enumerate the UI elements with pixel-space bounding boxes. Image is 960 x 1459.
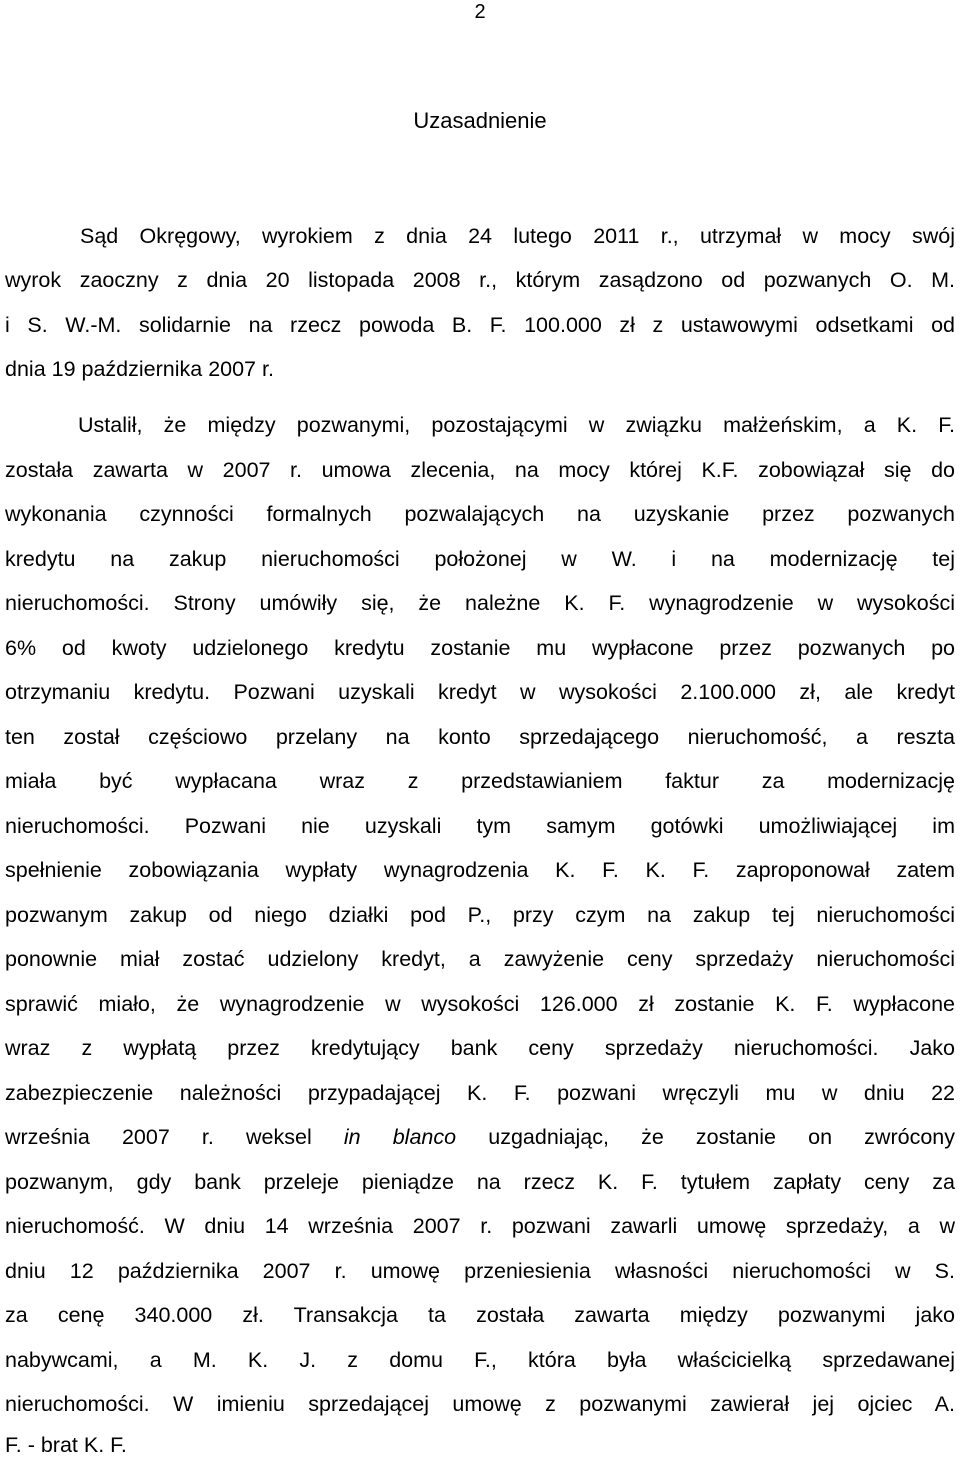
text-line: miała być wypłacana wraz z przedstawianiem faktur za modernizację (5, 769, 955, 793)
text-line: dniu 12 października 2007 r. umowę przeniesienia własności nieruchomości w S. (5, 1259, 955, 1283)
text-line: 6% od kwoty udzielonego kredytu zostanie mu wypłacone przez pozwanych po (5, 636, 955, 660)
text-line: i S. W.-M. solidarnie na rzecz powoda B. F. 100.000 zł z ustawowymi odsetkami od (5, 313, 955, 337)
text-line: zabezpieczenie należności przypadającej K. F. pozwani wręczyli mu w dniu 22 (5, 1081, 955, 1105)
text-line: kredytu na zakup nieruchomości położonej w W. i na modernizację tej (5, 547, 955, 571)
text-line: ponownie miał zostać udzielony kredyt, a zawyżenie ceny sprzedaży nieruchomości (5, 947, 955, 971)
document-title: Uzasadnienie (413, 108, 547, 133)
text-segment: uzgadniając, że zostanie on zwrócony (488, 1125, 955, 1149)
text-line: otrzymaniu kredytu. Pozwani uzyskali kredyt w wysokości 2.100.000 zł, ale kredyt (5, 680, 955, 704)
text-segment: września 2007 r. weksel (5, 1125, 312, 1149)
text-line: pozwanym, gdy bank przeleje pieniądze na rzecz K. F. tytułem zapłaty ceny za (5, 1170, 955, 1194)
text-line: pozwanym zakup od niego działki pod P., przy czym na zakup tej nieruchomości (5, 903, 955, 927)
text-line: spełnienie zobowiązania wypłaty wynagrodzenia K. F. K. F. zaproponował zatem (5, 858, 955, 882)
text-line: nieruchomość. W dniu 14 września 2007 r. pozwani zawarli umowę sprzedaży, a w (5, 1214, 955, 1238)
text-line: za cenę 340.000 zł. Transakcja ta została zawarta między pozwanymi jako (5, 1303, 955, 1327)
text-line: nieruchomości. Pozwani nie uzyskali tym samym gotówki umożliwiającej im (5, 814, 955, 838)
text-line: F. - brat K. F. (5, 1433, 127, 1457)
text-line: sprawić miało, że wynagrodzenie w wysokości 126.000 zł zostanie K. F. wypłacone (5, 992, 955, 1016)
text-line (5, 1123, 955, 1151)
page-number: 2 (474, 1, 486, 23)
text-line: Sąd Okręgowy, wyrokiem z dnia 24 lutego 2011 r., utrzymał w mocy swój (80, 224, 955, 248)
text-line: wyrok zaoczny z dnia 20 listopada 2008 r., którym zasądzono od pozwanych O. M. (5, 268, 955, 292)
text-line: dnia 19 października 2007 r. (5, 357, 274, 381)
text-line: została zawarta w 2007 r. umowa zlecenia, na mocy której K.F. zobowiązał się do (5, 458, 955, 482)
text-line: Ustalił, że między pozwanymi, pozostającymi w związku małżeńskim, a K. F. (78, 413, 955, 437)
text-line: wykonania czynności formalnych pozwalających na uzyskanie przez pozwanych (5, 502, 955, 526)
text-line: nieruchomości. W imieniu sprzedającej umowę z pozwanymi zawierał jej ojciec A. (5, 1392, 955, 1416)
text-line: nieruchomości. Strony umówiły się, że należne K. F. wynagrodzenie w wysokości (5, 591, 955, 615)
text-line: ten został częściowo przelany na konto sprzedającego nieruchomość, a reszta (5, 725, 955, 749)
text-line: wraz z wypłatą przez kredytujący bank ceny sprzedaży nieruchomości. Jako (5, 1036, 955, 1060)
italic-term: in blanco (343, 1125, 457, 1149)
text-line: nabywcami, a M. K. J. z domu F., która była właścicielką sprzedawanej (5, 1348, 955, 1372)
